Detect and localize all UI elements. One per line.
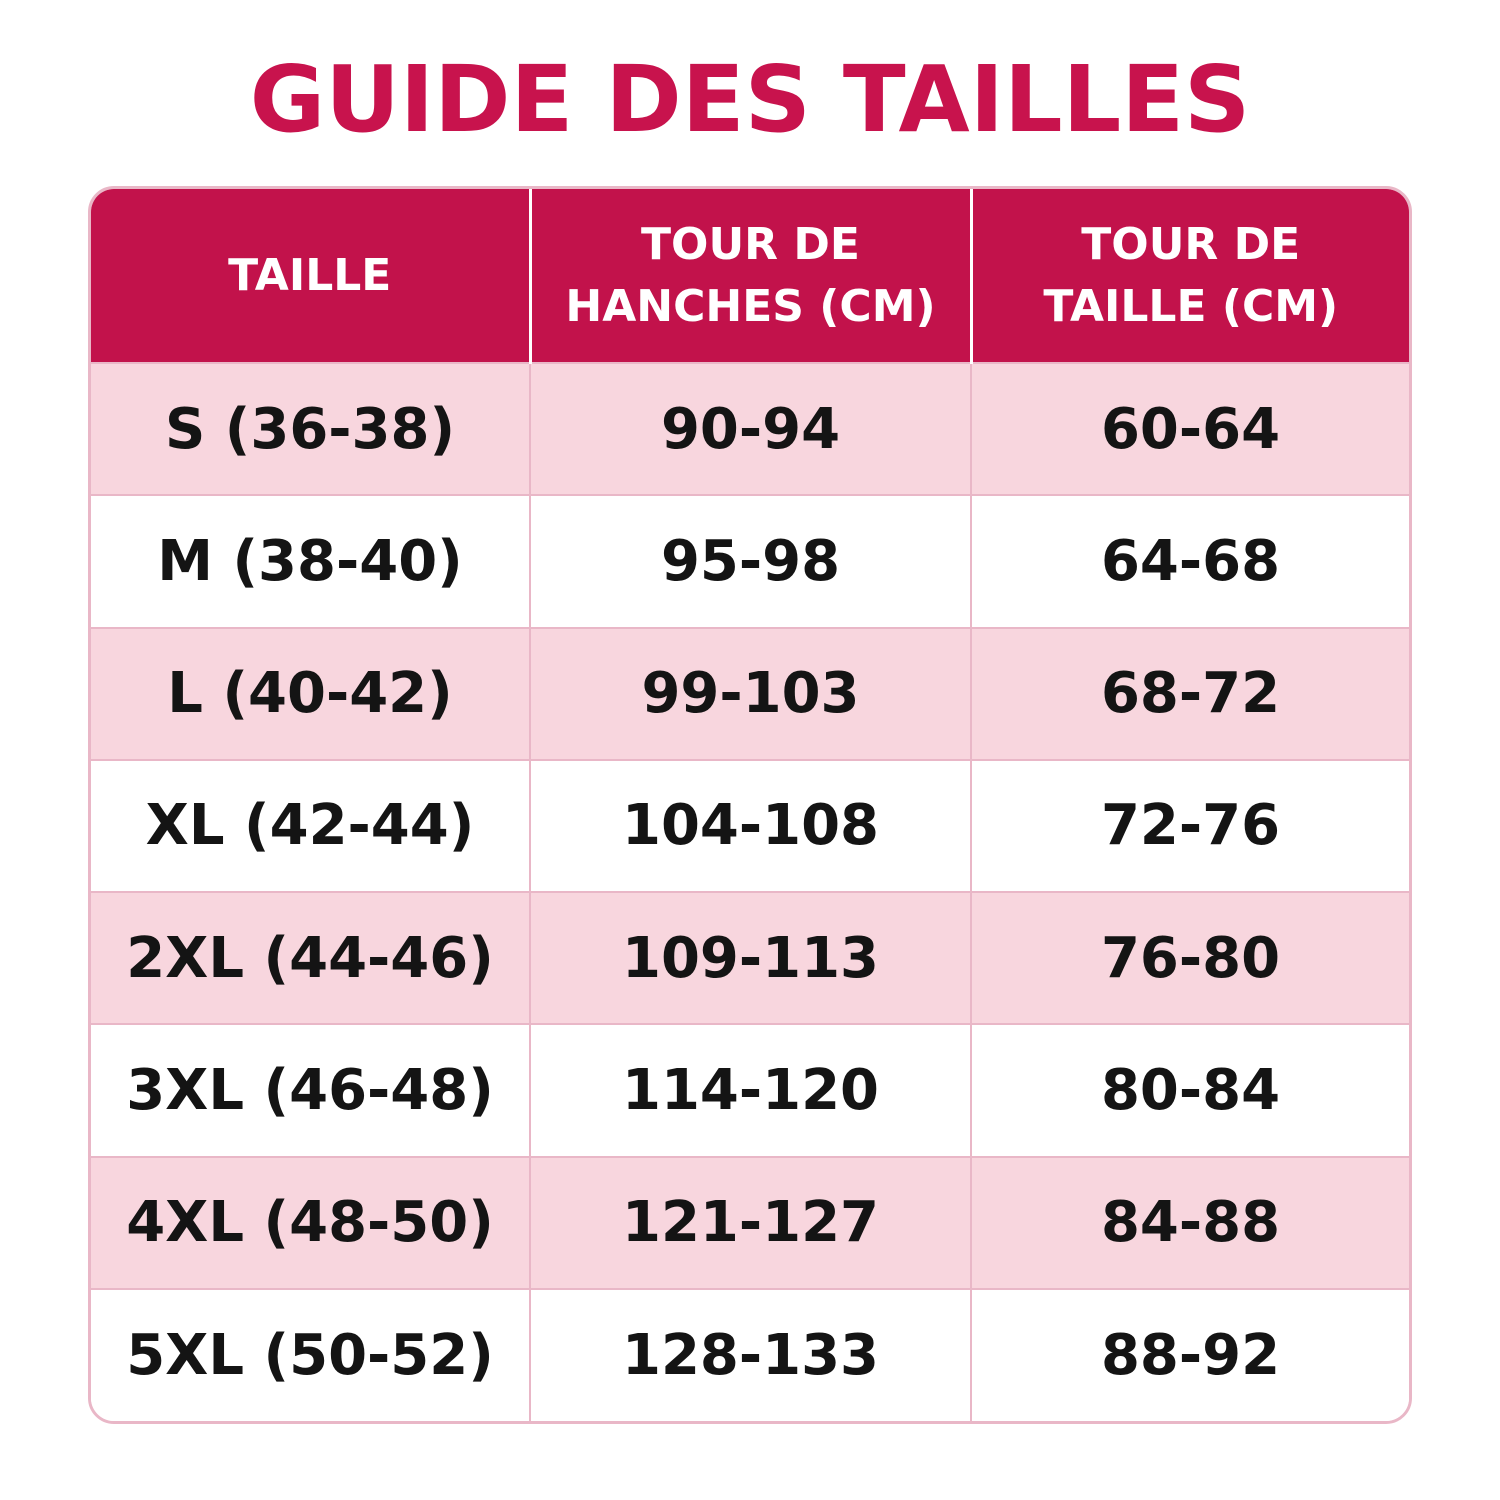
table-row xyxy=(91,1289,1409,1421)
cell-hip: 121-127 xyxy=(530,1157,971,1289)
table-row xyxy=(91,1024,1409,1156)
cell-hip: 95-98 xyxy=(530,495,971,627)
header-hip-line2: HANCHES (CM) xyxy=(565,280,936,332)
cell-hip: 128-133 xyxy=(530,1289,971,1421)
cell-hip: 90-94 xyxy=(530,363,971,495)
table-row xyxy=(91,892,1409,1024)
cell-waist: 84-88 xyxy=(971,1157,1409,1289)
cell-size: 2XL (44-46) xyxy=(91,892,530,1024)
header-hip-line1: TOUR DE xyxy=(641,218,860,270)
header-hip xyxy=(530,189,971,363)
header-row xyxy=(91,189,1409,363)
cell-hip: 109-113 xyxy=(530,892,971,1024)
table-row xyxy=(91,495,1409,627)
cell-size: 4XL (48-50) xyxy=(91,1157,530,1289)
cell-size: 5XL (50-52) xyxy=(91,1289,530,1421)
table-row xyxy=(91,1157,1409,1289)
cell-waist: 72-76 xyxy=(971,760,1409,892)
cell-hip: 99-103 xyxy=(530,628,971,760)
page-title: GUIDE DES TAILLES xyxy=(249,46,1251,153)
cell-waist: 76-80 xyxy=(971,892,1409,1024)
size-chart-table xyxy=(88,186,1412,1424)
cell-size: 3XL (46-48) xyxy=(91,1024,530,1156)
header-waist-line2: TAILLE (CM) xyxy=(1043,280,1339,332)
table-row xyxy=(91,760,1409,892)
cell-waist: 80-84 xyxy=(971,1024,1409,1156)
cell-waist: 68-72 xyxy=(971,628,1409,760)
cell-hip: 104-108 xyxy=(530,760,971,892)
header-waist xyxy=(971,189,1409,363)
cell-size: L (40-42) xyxy=(91,628,530,760)
cell-waist: 60-64 xyxy=(971,363,1409,495)
header-size xyxy=(91,189,530,363)
cell-size: M (38-40) xyxy=(91,495,530,627)
cell-waist: 64-68 xyxy=(971,495,1409,627)
cell-hip: 114-120 xyxy=(530,1024,971,1156)
size-table xyxy=(91,189,1409,1421)
cell-size: XL (42-44) xyxy=(91,760,530,892)
table-row xyxy=(91,363,1409,495)
header-size-line1: TAILLE xyxy=(228,249,392,301)
table-row xyxy=(91,628,1409,760)
cell-waist: 88-92 xyxy=(971,1289,1409,1421)
header-waist-line1: TOUR DE xyxy=(1081,218,1301,270)
cell-size: S (36-38) xyxy=(91,363,530,495)
